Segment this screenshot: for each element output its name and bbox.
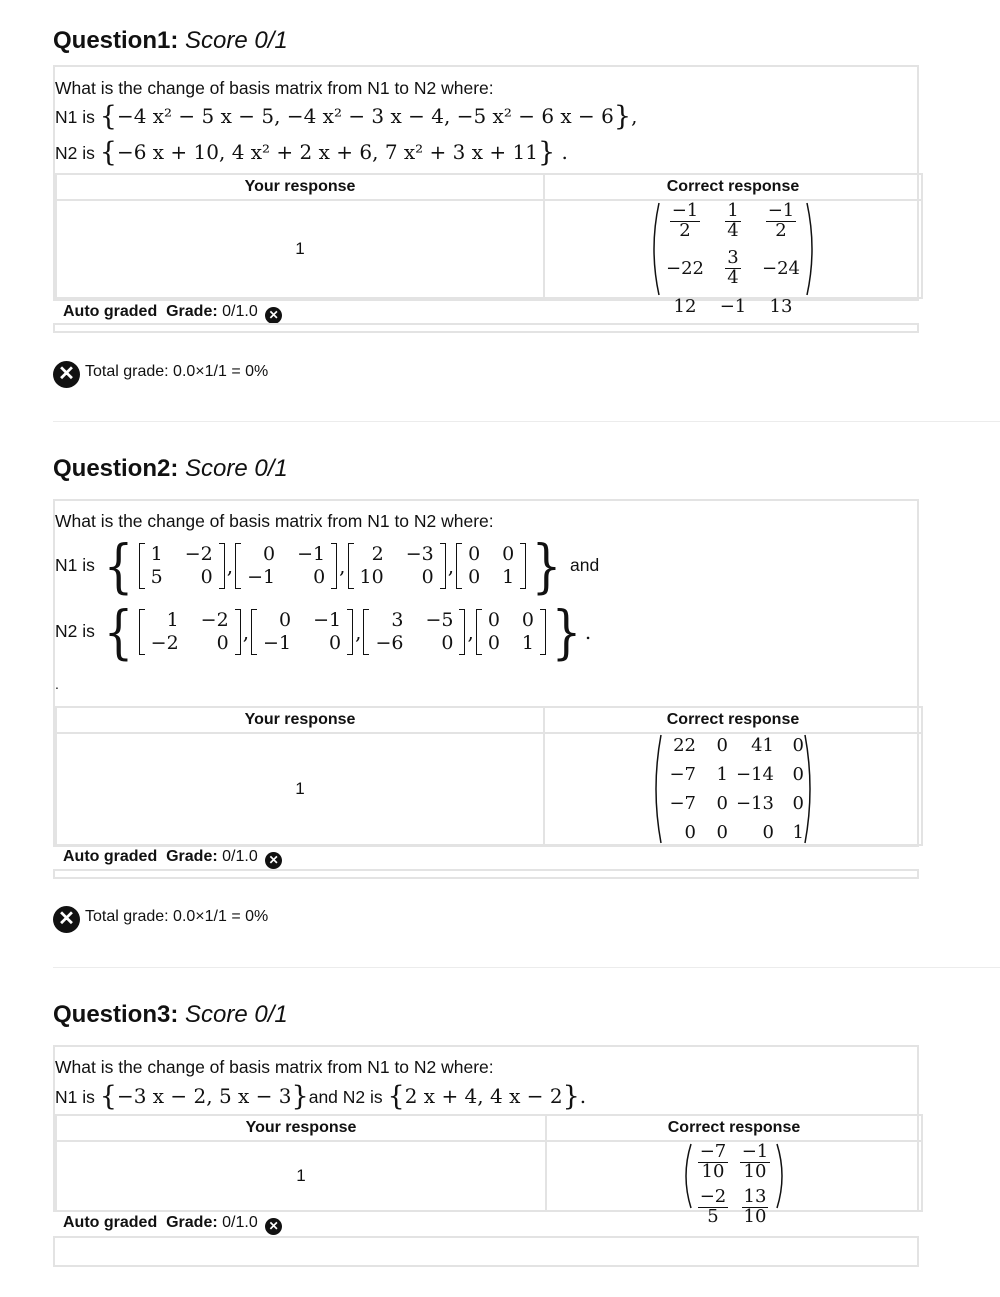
question-2-n1: N1 is { 1 −2 5 0 , 0 −1 −1 0 , 2 −3 10 0 , 0 0 0 1 } and [55,532,600,600]
matrix-cell: $\frac{-1}{2}$ [671,200,699,241]
matrix-cell: −7 [669,764,696,785]
n1-matrix-3: 2 −3 10 0 [348,543,446,589]
matrix-cell: $\frac{13}{10}$ [743,1185,767,1227]
question-3-feedback-box [53,1236,919,1267]
divider [53,421,1000,422]
n2-set: −6 x + 10, 4 x² + 2 x + 6, 7 x² + 3 x + 11 [116,140,538,164]
left-paren [650,734,662,844]
matrix-cell: −1 [719,295,747,317]
question-2-autograde [63,848,282,869]
n1-label: N1 is [55,555,95,576]
matrix-cell: 0 [792,735,804,756]
n2-matrix-4: 0 0 0 1 [476,609,546,655]
matrix-cell: 13 [769,295,793,317]
question-3-title [53,1001,288,1029]
matrix-cell: 1 [792,822,804,843]
correct-matrix [680,1141,788,1227]
grade-label: Grade: [166,303,218,320]
divider [53,967,1000,968]
matrix-cell: 12 [673,295,697,317]
x-circle-icon: ✕ [53,361,80,388]
correct-matrix [648,200,818,317]
your-response-value: 1 [56,200,544,298]
left-paren [648,202,660,296]
grade-label: Grade: [166,848,218,865]
matrix-cell: 0 [792,764,804,785]
auto-graded-label: Auto graded [63,848,158,865]
question-3-prompt: What is the change of basis matrix from N1 to N2 where: [55,1057,494,1077]
your-response-header: Your response [56,174,544,200]
question-1-n2: N2 is {−6 x + 10, 4 x² + 2 x + 6, 7 x² + 3 x + 11} . [55,137,568,168]
right-paren [776,1143,788,1209]
n2-matrix-2: 0 −1 −1 0 [251,609,353,655]
question-score: Score 0/1 [185,1001,288,1028]
question-1-n1: N1 is {−4 x² − 5 x − 5, −4 x² − 3 x − 4, −5 x² − 6 x − 6}, [55,101,638,132]
question-2-n2: N2 is { 1 −2 −2 0 , 0 −1 −1 0 , 3 −5 −6 0 , 0 0 0 1 } . [55,598,592,666]
grade-value: 0/1.0 [222,303,258,320]
matrix-cell: $\frac{-1}{10}$ [741,1141,769,1182]
your-response-header: Your response [56,1115,546,1141]
question-1-title [53,27,288,55]
question-2-box [53,499,919,847]
your-response-value: 1 [56,733,544,845]
question-2-prompt: What is the change of basis matrix from N1 to N2 where: [55,511,494,531]
n2-set: 2 x + 4, 4 x − 2 [404,1084,563,1108]
matrix-cell: $\frac{1}{4}$ [727,200,739,241]
n1-label: N1 is [55,107,95,127]
your-response-header: Your response [56,707,544,733]
matrix-cell: 41 [751,735,774,756]
grade-value: 0/1.0 [222,1214,258,1231]
n2-label: N2 is [55,143,95,163]
matrix-cell: 0 [716,822,728,843]
x-circle-icon: ✕ [53,906,80,933]
n2-matrix-1: 1 −2 −2 0 [139,609,241,655]
n1-matrix-1: 1 −2 5 0 [139,543,225,589]
left-paren [680,1143,692,1209]
grade-label: Grade: [166,1214,218,1231]
matrix-cell: $\frac{-7}{10}$ [699,1141,727,1182]
x-circle-icon: ✕ [265,852,282,869]
question-1-prompt: What is the change of basis matrix from N1 to N2 where: [55,78,494,98]
n2-matrix-3: 3 −5 −6 0 [363,609,465,655]
response-table [55,706,923,846]
correct-response-cell [544,200,922,317]
x-circle-icon: ✕ [265,1218,282,1235]
auto-graded-label: Auto graded [63,303,158,320]
total-grade: Total grade: 0.0×1/1 = 0% [85,363,269,380]
n1-suffix: and [570,555,600,576]
grade-value: 0/1.0 [222,848,258,865]
question-2-feedback-bar [53,869,919,879]
matrix-cell: −22 [666,257,704,279]
n1-matrix-2: 0 −1 −1 0 [235,543,337,589]
x-circle-icon: ✕ [265,307,282,324]
correct-response-cell [546,1141,922,1227]
matrix-cell: 1 [716,764,728,785]
question-2-total [53,906,268,933]
question-score: Score 0/1 [185,455,288,482]
matrix-cell: −13 [736,793,774,814]
matrix-cell: $\frac{3}{4}$ [727,246,739,288]
n2-label: and N2 is [308,1087,383,1107]
question-1-autograde [63,303,282,324]
right-paren [804,734,816,844]
matrix-cell: $\frac{-1}{2}$ [767,200,795,241]
matrix-cell: 0 [716,735,728,756]
question-3-autograde [63,1214,282,1235]
correct-response-cell [544,733,922,845]
correct-response-header: Correct response [544,707,922,733]
n1-matrix-4: 0 0 0 1 [456,543,526,589]
auto-graded-label: Auto graded [63,1214,158,1231]
matrix-cell: −7 [669,793,696,814]
question-2-title [53,455,288,483]
question-title-label: Question3: [53,1001,179,1028]
question-score: Score 0/1 [185,27,288,54]
matrix-cell: 0 [792,793,804,814]
correct-response-header: Correct response [544,174,922,200]
your-response-value: 1 [56,1141,546,1211]
matrix-cell: 0 [762,822,774,843]
matrix-cell: 22 [673,735,696,756]
correct-matrix [650,734,816,844]
n1-set: −3 x − 2, 5 x − 3 [116,1084,292,1108]
matrix-cell: $\frac{-2}{5}$ [699,1185,727,1227]
n1-label: N1 is [55,1087,95,1107]
matrix-cell: 0 [684,822,696,843]
question-3-sets: N1 is {−3 x − 2, 5 x − 3}and N2 is {2 x + 4, 4 x − 2}. [55,1081,587,1112]
question-title-label: Question1: [53,27,179,54]
n1-set: −4 x² − 5 x − 5, −4 x² − 3 x − 4, −5 x² − 6 x − 6 [116,104,614,128]
matrix-cell: −14 [736,764,774,785]
matrix-cell: −24 [762,257,800,279]
right-paren [806,202,818,296]
question-1-feedback-bar [53,323,919,333]
question-title-label: Question2: [53,455,179,482]
correct-response-header: Correct response [546,1115,922,1141]
n2-label: N2 is [55,621,95,642]
total-grade: Total grade: 0.0×1/1 = 0% [85,908,269,925]
matrix-cell: 0 [716,793,728,814]
trailing-dot: . [55,676,59,692]
question-1-total [53,361,268,388]
